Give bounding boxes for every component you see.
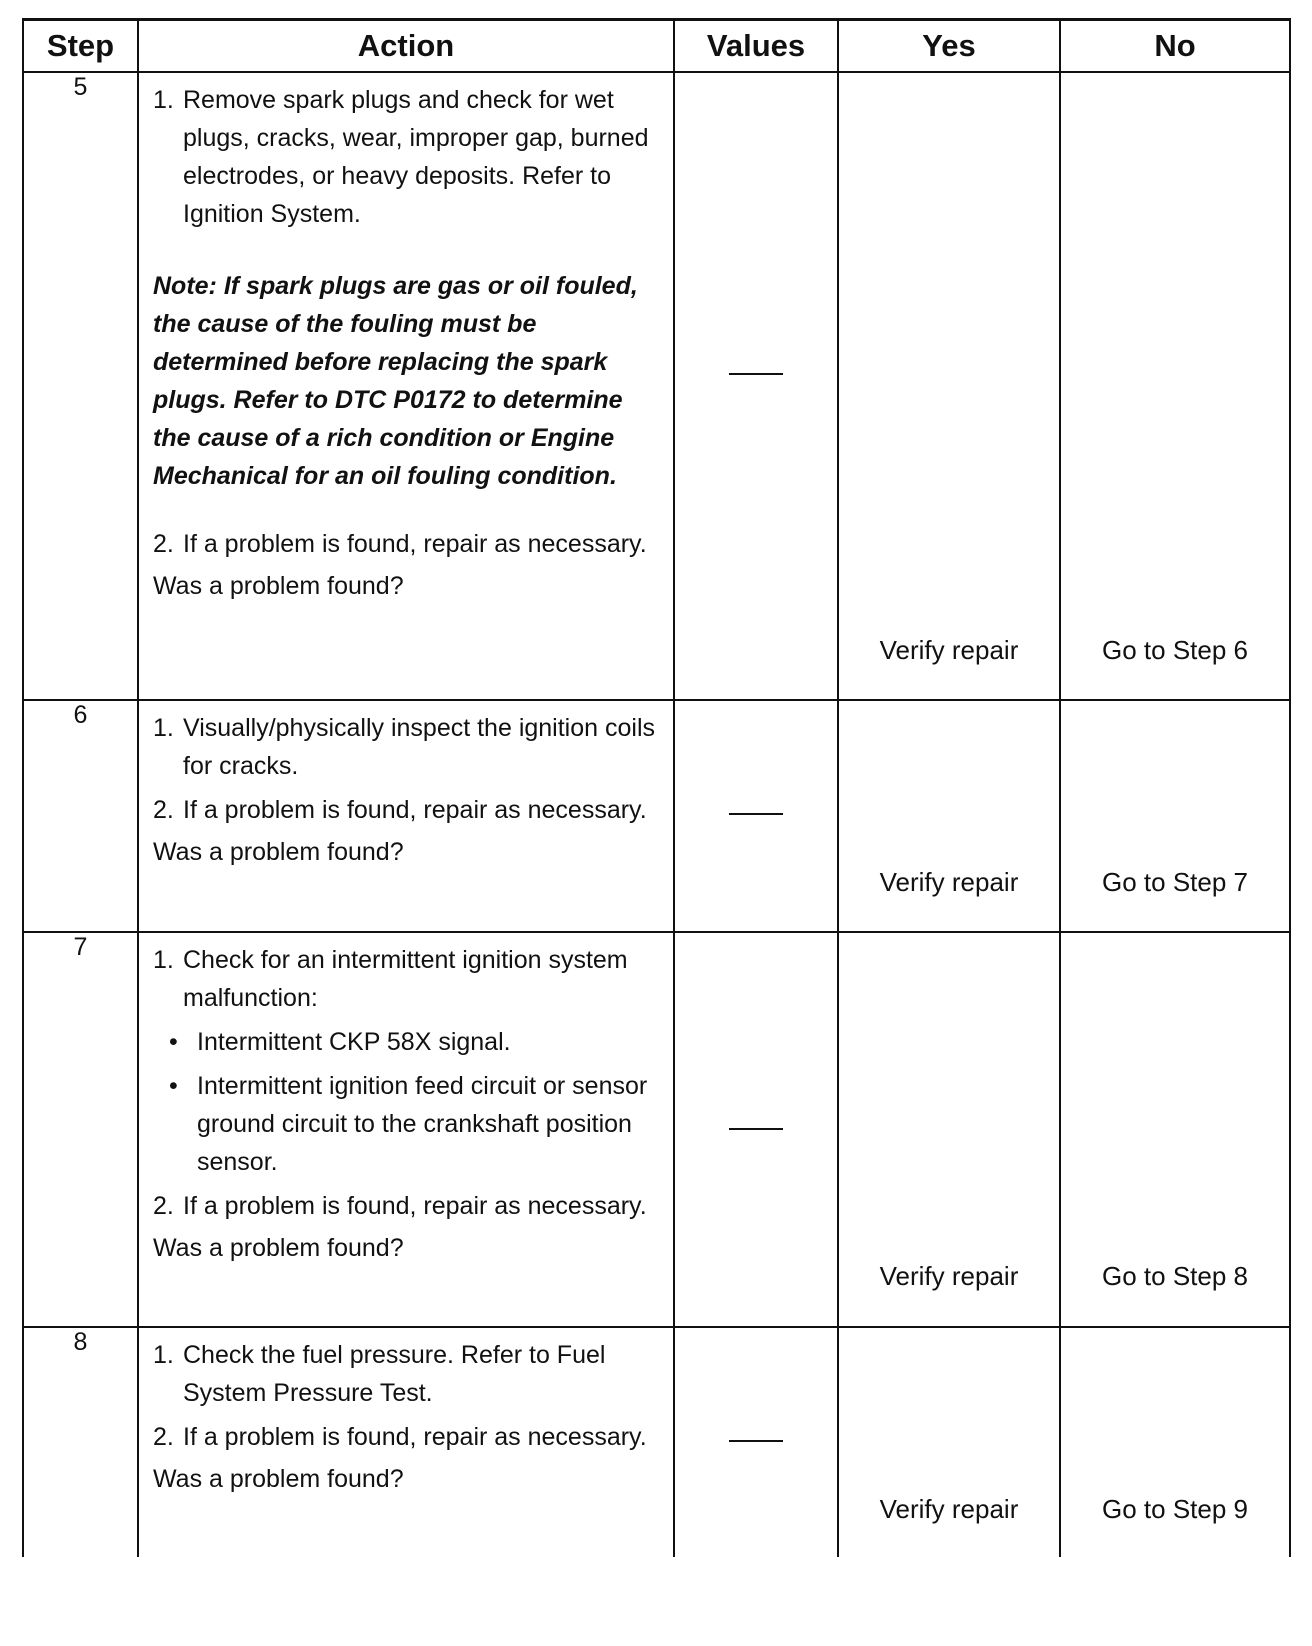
action-item bbox=[153, 525, 663, 563]
yes-result: Verify repair bbox=[879, 1261, 1019, 1291]
yes-result: Verify repair bbox=[879, 1494, 1019, 1524]
action-item bbox=[153, 791, 663, 829]
header-row bbox=[23, 20, 1290, 73]
item-text: Remove spark plugs and check for wet plugs, cracks, wear, improper gap, burned electrodes, or heavy deposits. Refer to Ignition System. bbox=[183, 86, 649, 228]
no-result: Go to Step 8 bbox=[1102, 1261, 1248, 1291]
note-text: Note: If spark plugs are gas or oil fouled, the cause of the fouling must be determined before replacing the spark plugs. Refer to DTC P0172 to determine the cause of a rich condition or Engine Mechanical for an oil fouling condition. bbox=[153, 272, 638, 490]
empty-value-dash bbox=[729, 1128, 783, 1130]
bullet-text: Intermittent ignition feed circuit or sensor ground circuit to the crankshaft position sensor. bbox=[197, 1072, 648, 1176]
item-text: If a problem is found, repair as necessary. bbox=[183, 1423, 647, 1451]
values-cell bbox=[674, 1327, 838, 1557]
question-text: Was a problem found? bbox=[153, 838, 404, 866]
empty-value-dash bbox=[729, 373, 783, 375]
action-item bbox=[153, 81, 663, 233]
question-text: Was a problem found? bbox=[153, 572, 404, 600]
no-result: Go to Step 9 bbox=[1102, 1494, 1248, 1524]
diagnostic-table bbox=[22, 18, 1291, 1557]
item-number: 1. bbox=[153, 86, 174, 114]
yes-cell bbox=[838, 72, 1060, 700]
step-number: 8 bbox=[23, 1327, 138, 1557]
yes-result: Verify repair bbox=[879, 867, 1019, 897]
item-text: Check the fuel pressure. Refer to Fuel System Pressure Test. bbox=[183, 1341, 606, 1407]
table-row-step-8 bbox=[23, 1327, 1290, 1557]
item-number: 1. bbox=[153, 714, 174, 742]
item-number: 2. bbox=[153, 796, 174, 824]
yes-cell bbox=[838, 932, 1060, 1327]
question-text: Was a problem found? bbox=[153, 1465, 404, 1493]
item-number: 1. bbox=[153, 1341, 174, 1369]
no-cell bbox=[1060, 700, 1290, 932]
header-step: Step bbox=[23, 20, 138, 73]
no-cell bbox=[1060, 932, 1290, 1327]
action-item bbox=[153, 1418, 663, 1456]
action-item bbox=[153, 941, 663, 1017]
table-row-step-6 bbox=[23, 700, 1290, 932]
action-cell bbox=[138, 932, 674, 1327]
header-action: Action bbox=[138, 20, 674, 73]
bullet-item bbox=[153, 1067, 663, 1181]
step-number: 6 bbox=[23, 700, 138, 932]
item-text: Visually/physically inspect the ignition coils for cracks. bbox=[183, 714, 655, 780]
table-row-step-7 bbox=[23, 932, 1290, 1327]
item-text: Check for an intermittent ignition system malfunction: bbox=[183, 946, 628, 1012]
no-result: Go to Step 7 bbox=[1102, 867, 1248, 897]
header-values: Values bbox=[674, 20, 838, 73]
header-no: No bbox=[1060, 20, 1290, 73]
item-number: 1. bbox=[153, 946, 174, 974]
bullet-icon: • bbox=[169, 1028, 178, 1056]
bullet-text: Intermittent CKP 58X signal. bbox=[197, 1028, 511, 1056]
action-cell bbox=[138, 72, 674, 700]
no-result: Go to Step 6 bbox=[1102, 635, 1248, 665]
action-cell bbox=[138, 1327, 674, 1557]
item-number: 2. bbox=[153, 1423, 174, 1451]
item-text: If a problem is found, repair as necessary. bbox=[183, 530, 647, 558]
step-number: 5 bbox=[23, 72, 138, 700]
action-cell bbox=[138, 700, 674, 932]
action-item bbox=[153, 1336, 663, 1412]
item-number: 2. bbox=[153, 530, 174, 558]
empty-value-dash bbox=[729, 1440, 783, 1442]
action-item bbox=[153, 1187, 663, 1225]
bullet-item bbox=[153, 1023, 663, 1061]
action-item bbox=[153, 709, 663, 785]
item-text: If a problem is found, repair as necessary. bbox=[183, 796, 647, 824]
yes-cell bbox=[838, 1327, 1060, 1557]
yes-cell bbox=[838, 700, 1060, 932]
values-cell bbox=[674, 700, 838, 932]
item-text: If a problem is found, repair as necessary. bbox=[183, 1192, 647, 1220]
step-number: 7 bbox=[23, 932, 138, 1327]
bullet-icon: • bbox=[169, 1072, 178, 1100]
header-yes: Yes bbox=[838, 20, 1060, 73]
question-text: Was a problem found? bbox=[153, 1234, 404, 1262]
item-number: 2. bbox=[153, 1192, 174, 1220]
empty-value-dash bbox=[729, 813, 783, 815]
no-cell bbox=[1060, 1327, 1290, 1557]
yes-result: Verify repair bbox=[879, 635, 1019, 665]
table-row-step-5 bbox=[23, 72, 1290, 700]
no-cell bbox=[1060, 72, 1290, 700]
values-cell bbox=[674, 932, 838, 1327]
values-cell bbox=[674, 72, 838, 700]
